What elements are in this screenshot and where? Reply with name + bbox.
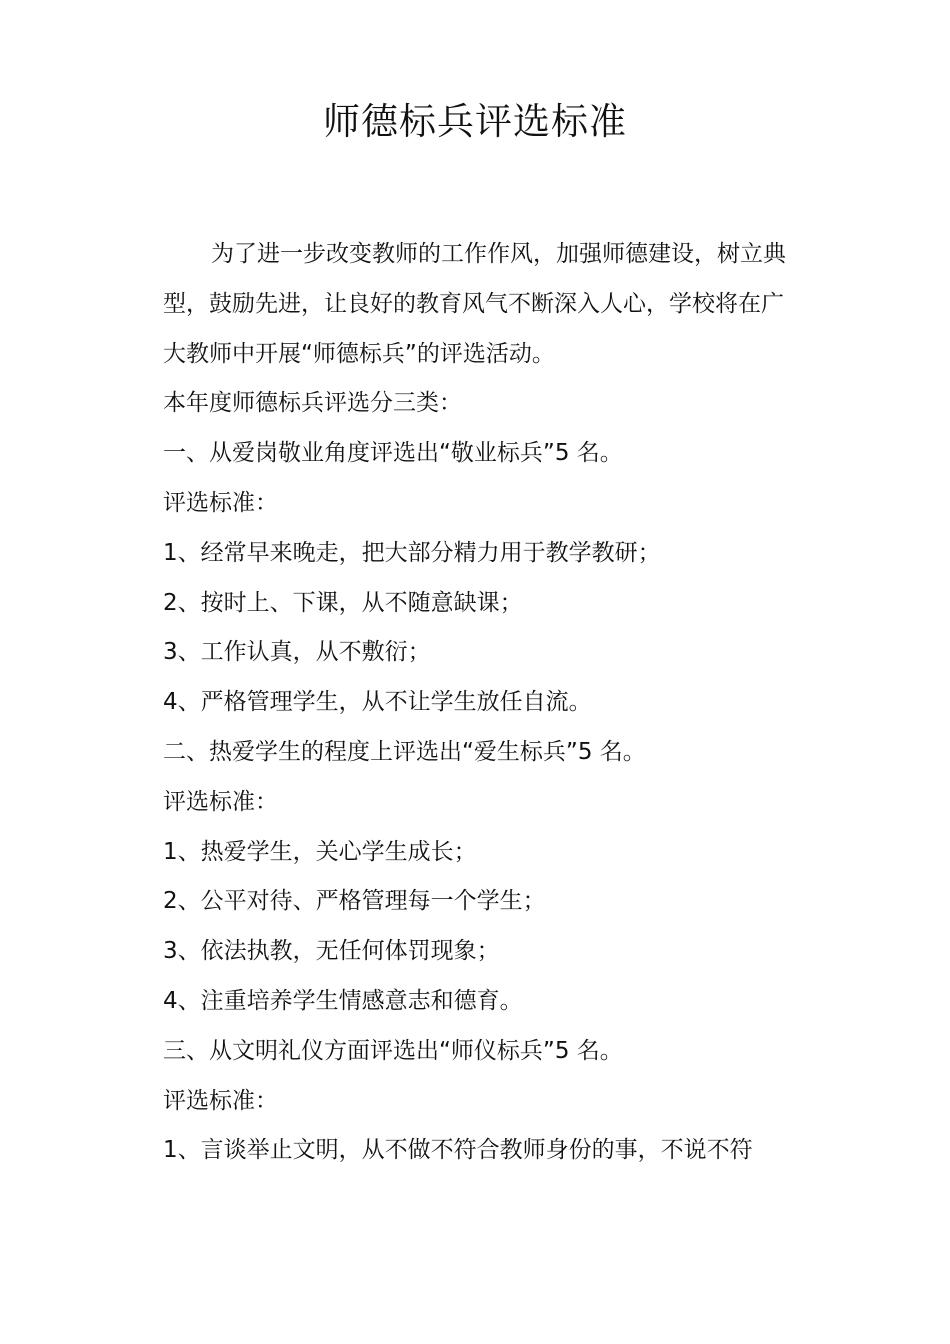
criteria-item: 4、注重培养学生情感意志和德育。 [163,987,523,1014]
criteria-item: 1、热爱学生，关心学生成长； [163,838,477,865]
criteria-item: 1、言谈举止文明，从不做不符合教师身份的事，不说不符 [163,1137,753,1164]
criteria-label: 评选标准： [163,489,278,516]
summary-line: 本年度师德标兵评选分三类： [163,390,462,417]
criteria-label: 评选标准： [163,788,278,815]
criteria-label: 评选标准： [163,1087,278,1114]
criteria-item: 2、按时上、下课，从不随意缺课； [163,589,523,616]
section-heading: 一、从爱岗敬业角度评选出“敬业标兵”5 名。 [163,440,623,467]
criteria-item: 2、公平对待、严格管理每一个学生； [163,888,546,915]
intro-paragraph: 为了进一步改变教师的工作作风，加强师德建设，树立典型，鼓励先进，让良好的教育风气不断深入人心，学校将在广大教师中开展“师德标兵”的评选活动。 [163,241,786,367]
document-title: 师德标兵评选标准 [323,100,627,143]
criteria-item: 1、经常早来晚走，把大部分精力用于教学教研； [163,539,661,566]
criteria-item: 3、工作认真，从不敷衍； [163,639,431,666]
section-heading: 二、热爱学生的程度上评选出“爱生标兵”5 名。 [163,738,646,765]
criteria-item: 4、严格管理学生，从不让学生放任自流。 [163,689,592,716]
document-body [163,230,793,1176]
section-heading: 三、从文明礼仪方面评选出“师仪标兵”5 名。 [163,1037,623,1064]
criteria-item: 3、依法执教，无任何体罚现象； [163,938,500,965]
